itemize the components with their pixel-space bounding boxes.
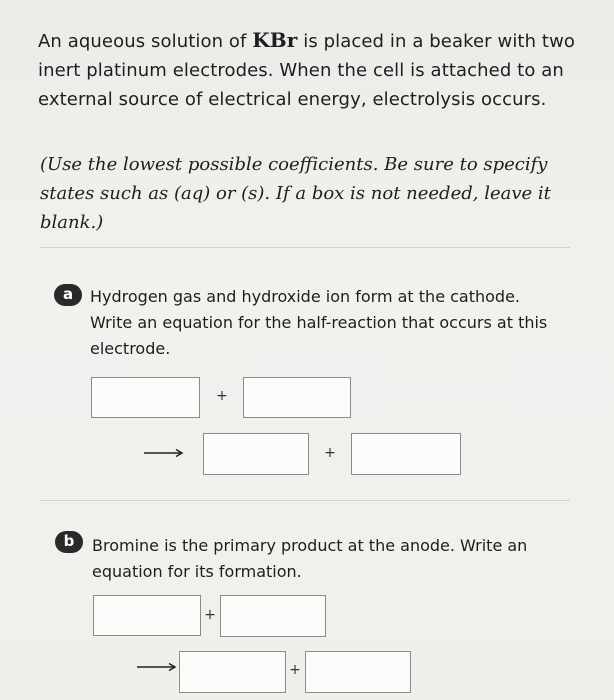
part-a-plus-reactants: + [216, 388, 228, 404]
part-b-prompt: Bromine is the primary product at the anode. Write an equation for its formation. [92, 536, 528, 581]
instructions-note: (Use the lowest possible coefficients. Be sure to specify states such as (aq) or (s). If a box is not needed, leave it blank.) [40, 154, 551, 233]
part-b-badge: b [55, 531, 83, 553]
part-b-reactant-2-input[interactable] [220, 595, 326, 637]
part-b-product-2-input[interactable] [305, 651, 411, 693]
intro-text-after: is placed in a beaker with two inert platinum electrodes. When the cell is attached to an external source of electrical energy, electrolysis occurs. [38, 31, 575, 110]
intro-text-before: An aqueous solution of [38, 31, 253, 52]
part-a-badge: a [54, 284, 82, 306]
divider-middle [40, 500, 570, 501]
part-a-product-1-input[interactable] [203, 433, 309, 475]
divider-top [40, 247, 570, 248]
part-a-reactant-2-input[interactable] [243, 377, 351, 418]
question-intro [38, 26, 578, 114]
part-a-prompt: Hydrogen gas and hydroxide ion form at the cathode. Write an equation for the half-reaction that occurs at this electrode. [90, 287, 548, 358]
kbr-formula: KBr [252, 28, 298, 52]
part-a-reactant-1-input[interactable] [91, 377, 200, 418]
part-b-plus-reactants: + [204, 607, 216, 623]
part-b-product-1-input[interactable] [179, 651, 286, 693]
part-b-plus-products: + [289, 662, 301, 678]
part-a-reaction-arrow-icon [144, 448, 184, 458]
part-b-reactant-1-input[interactable] [93, 595, 201, 636]
part-b-reaction-arrow-icon [137, 662, 177, 672]
part-a-plus-products: + [324, 445, 336, 461]
part-a-product-2-input[interactable] [351, 433, 461, 475]
